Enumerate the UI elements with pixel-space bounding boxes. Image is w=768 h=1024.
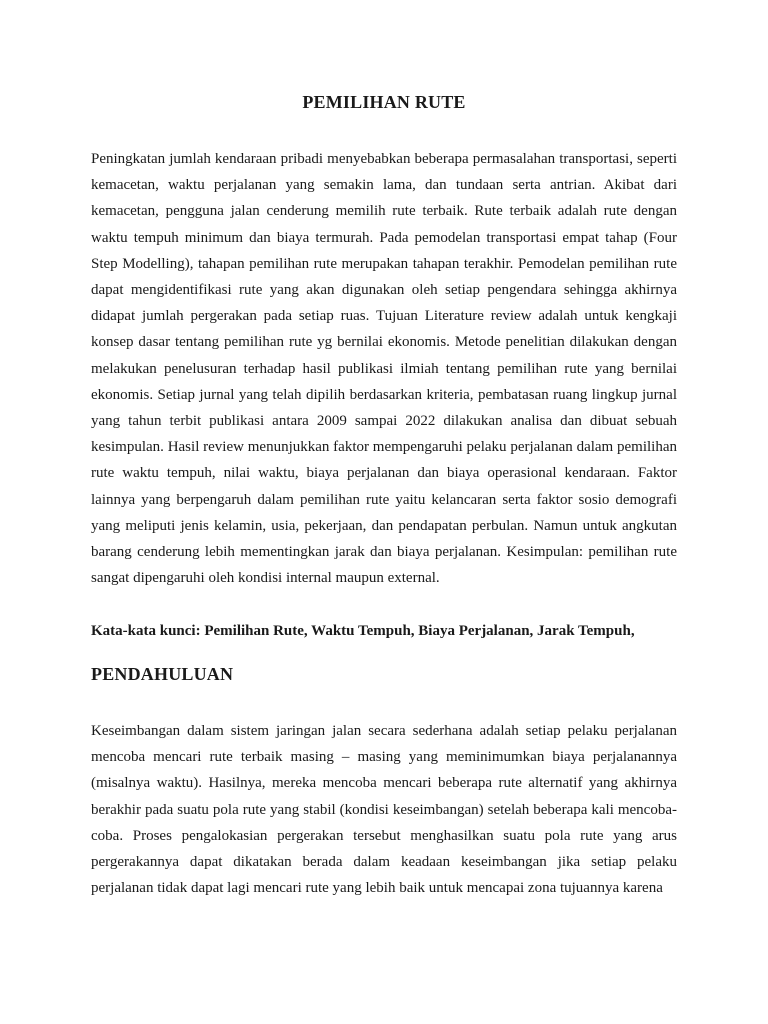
section-heading-pendahuluan: PENDAHULUAN (91, 664, 234, 684)
introduction-paragraph: Keseimbangan dalam sistem jaringan jalan secara sederhana adalah setiap pelaku perjalanan mencoba mencari rute terbaik masing – masing yang meminimumkan biaya perjalanannya (misalnya waktu). Hasilnya, mereka mencoba mencari beberapa rute alternatif yang akhirnya berakhir pada suatu pola rute yang stabil (kondisi keseimbangan) setelah beberapa kali mencoba-coba. Proses pengalokasian pergerakan tersebut menghasilkan suatu pola rute yang arus pergerakannya dapat dikatakan berada dalam keadaan keseimbangan jika setiap pelaku perjalanan tidak dapat lagi mencari rute yang lebih baik untuk mencapai zona tujuannya karena (91, 723, 677, 897)
keywords-line: Kata-kata kunci: Pemilihan Rute, Waktu Tempuh, Biaya Perjalanan, Jarak Tempuh, (91, 623, 635, 639)
document-title: PEMILIHAN RUTE (302, 92, 466, 112)
abstract-paragraph: Peningkatan jumlah kendaraan pribadi menyebabkan beberapa permasalahan transportasi, seperti kemacetan, waktu perjalanan yang semakin lama, dan tundaan serta antrian. Akibat dari kemacetan, pengguna jalan cenderung memilih rute terbaik. Rute terbaik adalah rute dengan waktu tempuh minimum dan biaya termurah. Pada pemodelan transportasi empat tahap (Four Step Modelling), tahapan pemilihan rute merupakan tahapan terakhir. Pemodelan pemilihan rute dapat mengidentifikasi rute yang akan digunakan oleh setiap pengendara sehingga akhirnya didapat jumlah pergerakan pada setiap ruas. Tujuan Literature review adalah untuk kengkaji konsep dasar tentang pemilihan rute yg bernilai ekonomis. Metode penelitian dilakukan dengan melakukan penelusuran terhadap hasil publikasi ilmiah tentang pemilihan rute yang bernilai ekonomis. Setiap jurnal yang telah dipilih berdasarkan kriteria, pembatasan ruang lingkup jurnal yang tahun terbit publikasi antara 2009 sampai 2022 dilakukan analisa dan dibuat sebuah kesimpulan. Hasil review menunjukkan faktor mempengaruhi pelaku perjalanan dalam pemilihan rute waktu tempuh, nilai waktu, biaya perjalanan dan biaya operasional kendaraan. Faktor lainnya yang berpengaruh dalam pemilihan rute yaitu kelancaran serta faktor sosio demografi yang meliputi jenis kelamin, usia, pekerjaan, dan pendapatan perbulan. Namun untuk angkutan barang cenderung lebih mementingkan jarak dan biaya perjalanan. Kesimpulan: pemilihan rute sangat dipengaruhi oleh kondisi internal maupun external. (91, 151, 677, 587)
